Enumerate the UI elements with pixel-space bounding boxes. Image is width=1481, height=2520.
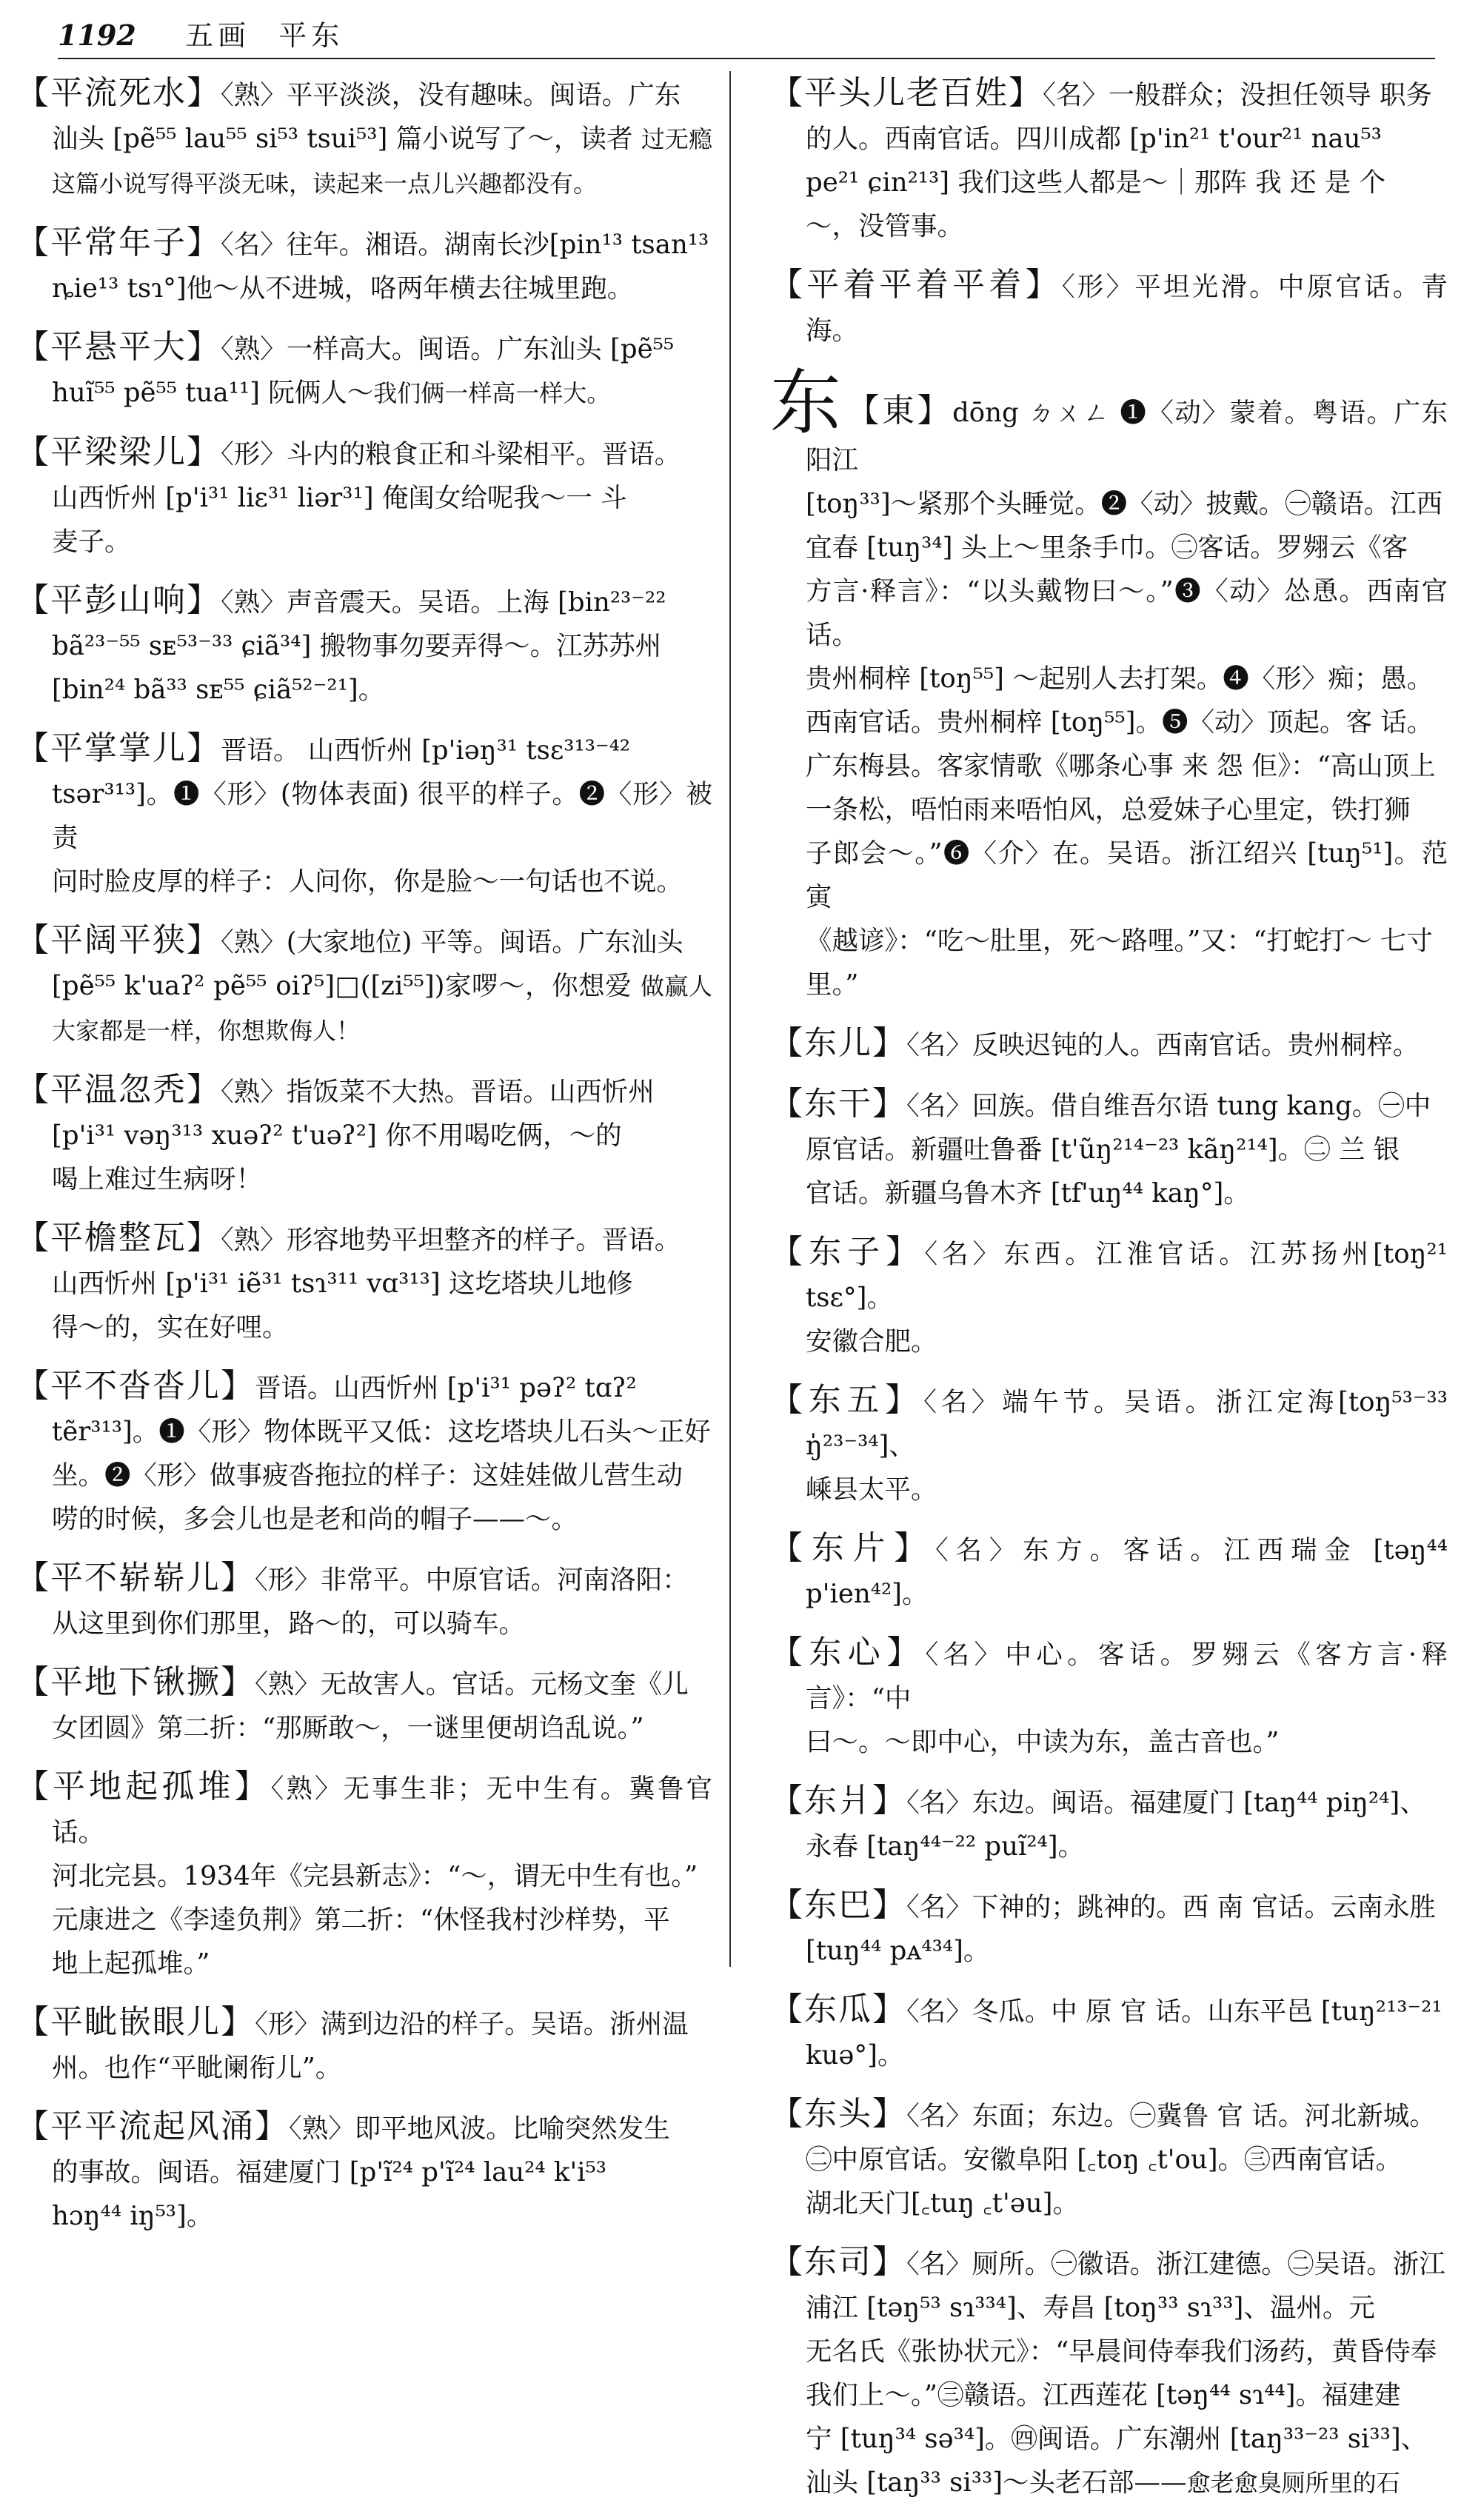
- entry-definition: 晋语。 山西忻州 [p'iəŋ³¹ tsɛ³¹³⁻⁴² tsər³¹³]。❶〈形〉(物体表面) 很平的样子。❷〈形〉被责 问时脸皮厚的样子：人问你，你是脸～一句话也不说。: [52, 735, 712, 897]
- entry-headword: 【东心】: [770, 1634, 926, 1671]
- character-headword: 东: [770, 361, 843, 444]
- entry-headword: 【东五】: [770, 1381, 924, 1419]
- page-header: [58, 13, 1435, 59]
- entry-gloss: 做赢人大家都是一样，你想欺侮人！: [52, 972, 712, 1045]
- entry-headword: 【东巴】: [770, 1886, 906, 1924]
- section-label: 五画: [185, 19, 251, 52]
- entry-definition: 〈名〉下神的；跳神的。西 南 官话。云南永胜 [tuŋ⁴⁴ pᴀ⁴³⁴]。: [806, 1892, 1436, 1966]
- dictionary-entry: [16, 2000, 712, 2090]
- entry-definition: 〈熟〉无事生非；无中生有。冀鲁官话。 河北完县。1934年《完县新志》：“～，谓无中生有也。” 元康进之《李逵负荆》第二折：“休怪我村沙样势，平 地上起孤堆。”: [52, 1774, 712, 1979]
- entry-definition: 〈熟〉(大家地位) 平等。闽语。广东汕头 [pẽ⁵⁵ k'uaʔ² pẽ⁵⁵ oiʔ⁵]□([zi⁵⁵])家啰～，你想爱: [52, 927, 683, 1001]
- entry-definition: 〈名〉冬瓜。中 原 官 话。山东平邑 [tuŋ²¹³⁻²¹ kuə°]。: [806, 1996, 1442, 2071]
- dictionary-entry: [16, 1364, 712, 1541]
- entry-headword: 【东瓜】: [770, 1991, 906, 2028]
- dictionary-entry: [16, 1660, 712, 1750]
- entry-headword: 【东司】: [770, 2243, 906, 2281]
- entry-definition: 〈熟〉指饭菜不大热。晋语。山西忻州 [p'i³¹ vəŋ³¹³ xuəʔ² t'uəʔ²] 你不用喝吃俩，～的 喝上难过生病呀！: [52, 1077, 655, 1194]
- dictionary-entry: [770, 1230, 1448, 1363]
- entry-headword: 【平流死水】: [16, 74, 221, 112]
- entry-headword: 【东干】: [770, 1085, 906, 1123]
- dictionary-entry: [770, 1378, 1448, 1511]
- dictionary-entry: [16, 221, 712, 310]
- entry-headword: 【平不沓沓儿】: [16, 1367, 255, 1405]
- character-entry: [770, 361, 1448, 1006]
- entry-definition: 〈名〉回族。借自维吾尔语 tung kang。㊀中 原官话。新疆吐鲁番 [t'ũŋ²¹⁴⁻²³ kãŋ²¹⁴]。㊁ 兰 银 官话。新疆乌鲁木齐 [tf'uŋ⁴⁴ kaŋ°]。: [806, 1091, 1431, 1209]
- entry-headword: 【平眦嵌眼儿】: [16, 2003, 255, 2041]
- dictionary-entry: [16, 918, 712, 1053]
- dictionary-entry: [16, 430, 712, 564]
- entry-definition: 〈熟〉无故害人。官话。元杨文奎《儿 女团圆》第二折：“那厮敢～，一谜里便胡诌乱说。”: [52, 1669, 689, 1743]
- entry-headword: 【东儿】: [770, 1024, 906, 1062]
- entry-definition: 〈熟〉一样高大。闽语。广东汕头 [pẽ⁵⁵ huĩ⁵⁵ pẽ⁵⁵ tua¹¹] 阮俩人～: [52, 334, 675, 408]
- dictionary-entry: [16, 1068, 712, 1201]
- entry-headword: 【东爿】: [770, 1782, 906, 1819]
- entry-definition: 〈形〉平坦光滑。中原官话。青海。: [806, 272, 1448, 346]
- dictionary-entry: [16, 2105, 712, 2238]
- dictionary-entry: [770, 263, 1448, 352]
- dictionary-entry: [16, 71, 712, 206]
- entry-headword: 【平彭山响】: [16, 581, 221, 619]
- entry-headword: 【平掌掌儿】: [16, 729, 221, 767]
- entry-definition: 〈名〉厕所。㊀徽语。浙江建德。㊁吴语。浙江 浦江 [təŋ⁵³ sɿ³³⁴]、寿昌 [toŋ³³ sɿ³³]、温州。元 无名氏《张协状元》：“早晨间侍奉我们汤药，黄昏侍奉 我们上～。”㊂赣语。江西莲花 [təŋ⁴⁴ sɿ⁴⁴]。福建建 宁 [tuŋ³⁴ sə³⁴]。㊃闽语。广东潮州 [taŋ³³⁻²³ si³³]、 汕头 [taŋ³³ si³³]～头老石部——: [806, 2249, 1445, 2498]
- dictionary-entry: [770, 1631, 1448, 1764]
- entry-definition: 〈名〉一般群众；没担任领导 职务 的人。西南官话。四川成都 [p'in²¹ t'our²¹ nau⁵³ pe²¹ ɕin²¹³] 我们这些人都是～｜那阵 我 还 是 个 ～，没管事。: [806, 80, 1433, 241]
- entry-definition: 〈形〉非常平。中原官话。河南洛阳： 从这里到你们那里，路～的，可以骑车。: [52, 1565, 689, 1639]
- entry-headword: 【平阔平狭】: [16, 921, 221, 959]
- dictionary-entry: [770, 1021, 1448, 1067]
- dictionary-entry: [16, 325, 712, 415]
- dictionary-entry: [16, 1765, 712, 1985]
- entry-headword: 【平常年子】: [16, 224, 221, 261]
- entry-definition: 〈形〉斗内的粮食正和斗梁相平。晋语。 山西忻州 [p'i³¹ liɛ³¹ liər³¹] 俺闺女给呢我～一 斗 麦子。: [52, 439, 681, 557]
- entry-headword: 【东子】: [770, 1233, 925, 1271]
- entry-headword: 【平檐整瓦】: [16, 1219, 221, 1257]
- left-column: [16, 71, 712, 2253]
- entry-headword: 【平地下锹撅】: [16, 1663, 255, 1701]
- dictionary-entry: [16, 578, 712, 712]
- traditional-form: 【東】: [846, 392, 953, 430]
- dictionary-entry: [770, 1988, 1448, 2077]
- entry-definition: 〈名〉东方。客话。江西瑞金 [təŋ⁴⁴ p'ien⁴²]。: [806, 1535, 1448, 1609]
- entry-definition: 〈名〉东西。江淮官话。江苏扬州[toŋ²¹ tsɛ°]。 安徽合肥。: [806, 1239, 1448, 1357]
- entry-gloss: 我们俩一样高一样大。: [373, 379, 611, 407]
- dictionary-entry: [770, 1526, 1448, 1616]
- column-divider: [729, 71, 731, 1967]
- entry-definition: 〈熟〉形容地势平坦整齐的样子。晋语。 山西忻州 [p'i³¹ iẽ³¹ tsɿ³¹¹ vɑ³¹³] 这圪塔块儿地修 得～的，实在好哩。: [52, 1225, 681, 1343]
- dictionary-entry: [770, 2240, 1448, 2505]
- entry-headword: 【平悬平大】: [16, 328, 221, 366]
- entry-headword: 【平梁梁儿】: [16, 433, 221, 471]
- entry-definition: 晋语。山西忻州 [p'i³¹ pəʔ² tɑʔ² tẽr³¹³]。❶〈形〉物体既平又低：这圪塔块儿石头～正好 坐。❷〈形〉做事疲沓拖拉的样子：这娃娃做儿营生动 唠的时候，多会儿也是老和尚的帽子——～。: [52, 1373, 711, 1534]
- dictionary-entry: [16, 726, 712, 903]
- entry-headword: 【平地起孤堆】: [16, 1768, 271, 1805]
- entry-definition: 〈名〉往年。湘语。湖南长沙[pin¹³ tsan¹³ ȵie¹³ tsɿ°]他～从不进城，咯两年横去往城里跑。: [52, 230, 709, 304]
- entry-headword: 【东头】: [770, 2095, 906, 2133]
- entry-headword: 【平平流起风涌】: [16, 2108, 289, 2145]
- running-head: 平东: [278, 19, 344, 52]
- entry-definition: 〈形〉满到边沿的样子。吴语。浙州温 州。也作“平眦阑衔儿”。: [52, 2009, 689, 2083]
- dictionary-entry: [770, 71, 1448, 248]
- entry-headword: 【东片】: [770, 1529, 935, 1567]
- dictionary-entry: [770, 1082, 1448, 1215]
- entry-definition: 〈名〉端午节。吴语。浙江定海[toŋ⁵³⁻³³ ŋ̍²³⁻³⁴]、 嵊县太平。: [806, 1387, 1448, 1505]
- entry-definition: 〈熟〉即平地风波。比喻突然发生 的事故。闽语。福建厦门 [p'ĩ²⁴ p'ĩ²⁴ lau²⁴ k'i⁵³ hɔŋ⁴⁴ iŋ⁵³]。: [52, 2113, 670, 2231]
- entry-headword: 【平头儿老百姓】: [770, 74, 1043, 112]
- entry-definition: 〈熟〉平平淡淡，没有趣味。闽语。广东 汕头 [pẽ⁵⁵ lau⁵⁵ si⁵³ tsui⁵³] 篇小说写了～，读者: [52, 80, 681, 154]
- dictionary-entry: [16, 1216, 712, 1349]
- right-column: [770, 71, 1448, 2520]
- entry-gloss: 过无瘾这篇小说写得平淡无味，读起来一点儿兴趣都没有。: [52, 125, 712, 198]
- dictionary-entry: [16, 1556, 712, 1645]
- entry-headword: 【平不崭崭儿】: [16, 1559, 255, 1597]
- dictionary-entry: [770, 1883, 1448, 1973]
- dictionary-entry: [770, 2092, 1448, 2225]
- entry-definition: 〈熟〉声音震天。吴语。上海 [bin²³⁻²² bã²³⁻⁵⁵ sᴇ⁵³⁻³³ ɕiã³⁴] 搬物事勿要弄得～。江苏苏州 [bin²⁴ bã³³ sᴇ⁵⁵ ɕiã⁵²⁻²¹]。: [52, 587, 666, 705]
- entry-definition: 〈名〉东面；东边。㊀冀鲁 官 话。河北新城。 ㊁中原官话。安徽阜阳 [꜀toŋ ꜀t'ou]。㊂西南官话。 湖北天门[꜀tuŋ ꜀t'əu]。: [806, 2101, 1436, 2219]
- entry-definition: 〈名〉中心。客话。罗翙云《客方言·释言》：“中 曰～。～即中心，中读为东，盖古音也。”: [806, 1640, 1448, 1757]
- entry-definition: 〈名〉反映迟钝的人。西南官话。贵州桐梓。: [906, 1030, 1420, 1060]
- entry-headword: 【平温忽秃】: [16, 1071, 221, 1109]
- entry-headword: 【平着平着平着】: [770, 266, 1062, 304]
- entry-definition: dōng ㄉㄨㄥ ❶〈动〉蒙着。粤语。广东阳江 [toŋ³³]～紧那个头睡觉。❷〈动〉披戴。㊀赣语。江西 宜春 [tuŋ³⁴] 头上～里条手巾。㊁客话。罗翙云《客 方言·释言》：“以头戴物曰～。”❸〈动〉怂恿。西南官话。 贵州桐梓 [toŋ⁵⁵] ～起别人去打架。❹〈形〉痴；愚。 西南官话。贵州桐梓 [toŋ⁵⁵]。❺〈动〉顶起。客 话。 广东梅县。客家情歌《哪条心事 来 怨 佢》：“高山顶上 一条松，唔怕雨来唔怕风，总爱妹子心里定，铁打狮 子郎会～。”❻〈介〉在。吴语。浙江绍兴 [tuŋ⁵¹]。范寅 《越谚》：“吃～肚里，死～路哩。”又：“打蛇打～ 七寸 里。”: [806, 398, 1448, 1000]
- entry-definition: 〈名〉东边。闽语。福建厦门 [taŋ⁴⁴ piŋ²⁴]、 永春 [taŋ⁴⁴⁻²² puĩ²⁴]。: [806, 1788, 1426, 1862]
- entry-gloss: 愈老愈臭厕所里的石: [1186, 2469, 1400, 2497]
- page-number: 1192: [58, 19, 136, 52]
- dictionary-entry: [770, 1779, 1448, 1868]
